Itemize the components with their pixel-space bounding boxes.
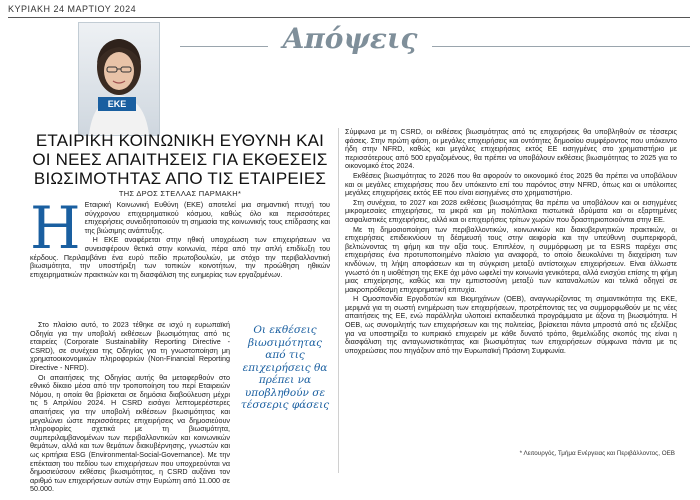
paragraph-9: Η Ομοσπονδία Εργοδοτών και Βιομηχάνων (ΟΕΒ), αναγνωρίζοντας τη σημαντικότητα της ΕΚΕ, μεριμνά για τη σωστή ενημέρωση των επιχειρήσεων, προτρέποντας τες να συμμορφωθούν με τις νέες απαιτήσεις της ΕΕ, ενώ παράλληλα υλοποιεί εκπαιδευτικά προγράμματα με άξονα τη βιωσιμότητα. Η ΟΕΒ, ως συνομιλητής των επιχειρήσεων και της πολιτείας, βρίσκεται πάντα μπροστά από τις εξελίξεις για να υποστηρίξει το κυπριακό επιχειρείν με κάθε δυνατό τρόπο, θεμελιώδης σκοπός της είναι η διασφάλιση της ανταγωνιστικότητας και βιωσιμότητας των επιχειρήσεων σύμφωνα πάντα με τις υποχρεώσεις που πηγάζουν από την Ευρωπαϊκή Πράσινη Συμφωνία. [345, 294, 677, 355]
paragraph-1-text: Εταιρική Κοινωνική Ευθύνη (ΕΚΕ) αποτελεί μια σημαντική πτυχή του σύγχρονου επιχειρηματικού κόσμου, καθώς όλο και περισσότερες επιχειρήσεις συνειδητοποιούν τη σημασία της κοινωνικής τους επίδρασης και της βιώσιμης ανάπτυξης. [84, 200, 330, 235]
article-headline: ΕΤΑΙΡΙΚΗ ΚΟΙΝΩΝΙΚΗ ΕΥΘΥΝΗ ΚΑΙ ΟΙ ΝΕΕΣ ΑΠΑΙΤΗΣΕΙΣ ΓΙΑ ΕΚΘΕΣΕΙΣ ΒΙΩΣΙΜΟΤΗΤΑΣ ΑΠΟ ΤΙΣ ΕΤΑΙΡΕΙΕΣ [32, 131, 328, 188]
paragraph-8: Με τη δημοσιοποίηση των περιβαλλοντικών, κοινωνικών και διακυβερνητικών πρακτικών, οι επιχειρήσεις επιδεικνύουν τη δέσμευσή τους στην αειφορία και την υπεύθυνη συμπεριφορά, βελτιώνοντας τη φήμη και την αξία τους. Επιπλέον, η συμμόρφωση με τα ESRS παρέχει στις επιχειρήσεις ένα προτυποποιημένο πλαίσιο για αναφορά, το οποίο διευκολύνει τη διαχείριση των κινδύνων, τη λήψη αποφάσεων και τη σύγκριση μεταξύ αντίστοιχων επιχειρήσεων. Είναι άλλωστε γνωστό ότι η υιοθέτηση της ΕΚΕ όχι μόνο ωφελεί την κοινωνία γενικότερα, αλλά ενισχύει επίσης τη φήμη μιας επιχείρησης, καθώς και την εμπιστοσύνη μεταξύ των καταναλωτών και τελικά οδηγεί σε μακροπρόθεσμη επιχειρηματική επιτυχία. [345, 224, 677, 294]
author-portrait-icon [79, 23, 159, 135]
author-photo [78, 22, 160, 136]
topic-badge: ΕΚΕ [98, 97, 136, 111]
article-column-left-top [30, 194, 330, 280]
drop-cap: Η [30, 194, 81, 262]
article-byline: ΤΗΣ ΔΡΟΣ ΣΤΕΛΛΑΣ ΠΑΡΜΑΚΗ* [118, 189, 242, 198]
top-divider [8, 17, 690, 18]
article-column-left-lower [30, 321, 230, 495]
pull-quote: Οι εκθέσεις βιωσιμότητας από τις επιχειρήσεις θα πρέπει να υποβληθούν σε τέσσερις φάσεις [240, 324, 330, 411]
section-rule-right [432, 46, 690, 47]
paragraph-2: Η ΕΚΕ αναφέρεται στην ηθική υποχρέωση των επιχειρήσεων να συνεισφέρουν θετικά στην κοινωνία, πέρα από την απλή επιδίωξη του κέρδους. Περιλαμβάνει ένα ευρύ πεδίο πρωτοβουλιών, με στόχο την περιβαλλοντική βιωσιμότητα, την υποστήριξη των τοπικών κοινοτήτων, την προώθηση ηθικών επιχειρηματικών πρακτικών και τη διασφάλιση της ευημερίας των εργαζομένων. [30, 235, 330, 279]
column-divider [338, 128, 339, 473]
section-title: Απόψεις [282, 22, 418, 55]
section-rule-left [180, 46, 268, 47]
paragraph-6: Εκθέσεις βιωσιμότητας το 2026 που θα αφορούν το οικονομικό έτος 2025 θα πρέπει να υποβάλουν και οι μεγάλες επιχειρήσεις που δεν υπόκειντο επί του παρόντος στην NFRD, όπως και οι υπόλοιπες μεγάλες επιχειρήσεις εκτός ΕΕ που είναι εισηγμένες στο χρηματιστήριο. [345, 170, 677, 198]
issue-date: ΚΥΡΙΑΚΗ 24 ΜΑΡΤΙΟΥ 2024 [8, 4, 137, 14]
author-footnote: * Λειτουργός, Τμήμα Ενέργειας και Περιβάλλοντος, ΟΕΒ [519, 450, 675, 457]
paragraph-4: Οι απαιτήσεις της Οδηγίας αυτής θα μεταφερθούν στο εθνικό δίκαιο μέσα από την τροποποίηση του περί Εταιρειών Νόμου, η οποία θα βρίσκεται σε δημόσια διαβούλευση μέχρι τις 5 Απριλίου 2024. Η CSRD εισάγει λεπτομερέστερες απαιτήσεις για την υποβολή εκθέσεων βιωσιμότητας και μεγαλώνει ώστε περισσότερες επιχειρήσεις να δημοσιεύουν πληροφορίες σχετικά με τη βιωσιμότητα, συμπεριλαμβανομένων των περιβαλλοντικών και κοινωνικών θεμάτων, αλλά και των θεμάτων διακυβέρνησης, γνωστών και ως κριτήρια ESG (Environmental-Social-Governance). Με την επέκταση του πεδίου των επιχειρήσεων που υποχρεούνται να δημοσιεύσουν εκθέσεις βιωσιμότητας, η CSRD αυξάνει τον αριθμό των επιχειρήσεων αυτών στην Ευρώπη από 11.000 σε 50.000. [30, 372, 230, 494]
paragraph-7: Στη συνέχεια, το 2027 και 2028 εκθέσεις βιωσιμότητας θα πρέπει να υποβάλουν και οι εισηγμένες μικρομεσαίες επιχειρήσεις, τα μικρά και μη πολύπλοκα πιστωτικά ιδρύματα και οι εξαρτημένες ασφαλιστικές επιχειρήσεις, αλλά και οι επιχειρήσεις τρίτων χωρών που δραστηριοποιούνται στην ΕΕ. [345, 197, 677, 224]
article-column-right [345, 128, 677, 356]
paragraph-5: Σύμφωνα με τη CSRD, οι εκθέσεις βιωσιμότητας από τις επιχειρήσεις θα υποβληθούν σε τέσσερις φάσεις. Στην πρώτη φάση, οι μεγάλες επιχειρήσεις και οντότητες δημοσίου συμφέροντος που υπόκειντο ήδη στην NFRD, καθώς και μεγάλες επιχειρήσεις εκτός ΕΕ εισηγμένες στο χρηματιστήριο με περισσότερους από 500 εργαζομένους, θα πρέπει να υποβάλουν εκθέσεις βιωσιμότητας το 2025 για το οικονομικό έτος 2024. [345, 127, 677, 171]
paragraph-3: Στο πλαίσιο αυτό, το 2023 τέθηκε σε ισχύ η ευρωπαϊκή Οδηγία για την υποβολή εκθέσεων βιωσιμότητας από τις εταιρείες (Corporate Sustainability Reporting Directive - CSRD), σε συνέχεια της Οδηγίας για τη γνωστοποίηση μη χρηματοοικονομικών πληροφοριών (Non-Financial Reporting Directive - NFRD). [30, 320, 230, 372]
